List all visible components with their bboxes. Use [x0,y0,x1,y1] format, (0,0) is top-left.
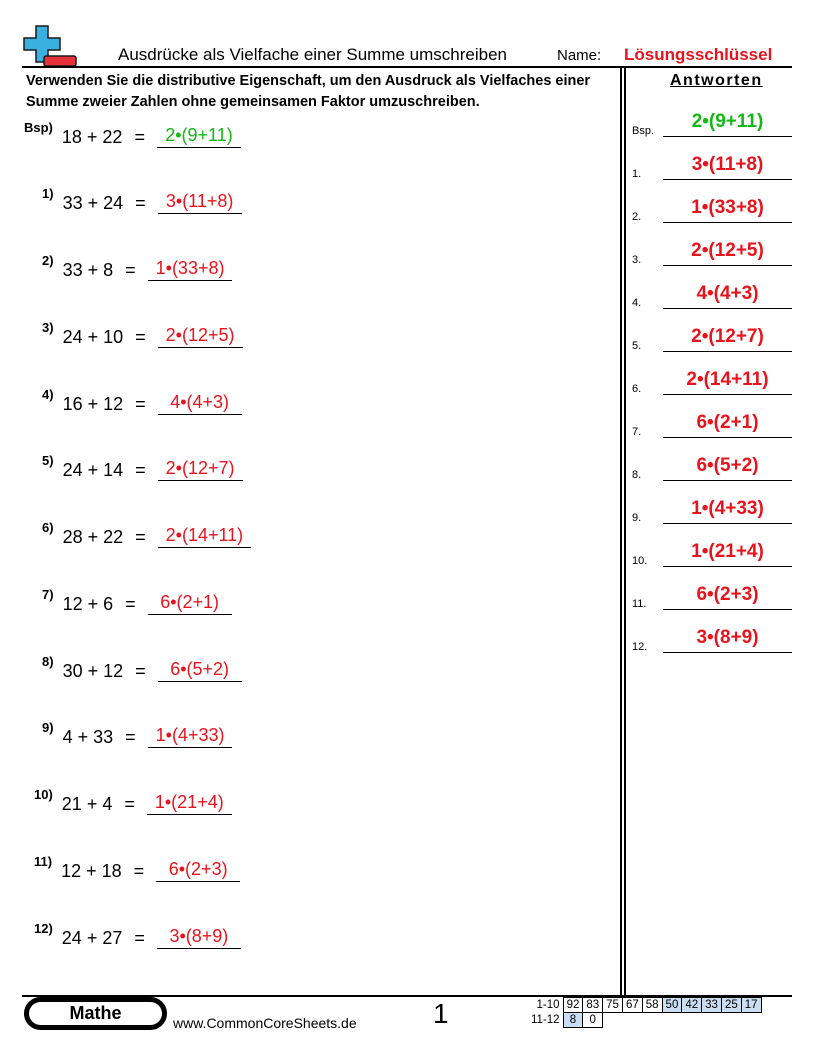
answer-key-row [632,498,792,524]
answer-field[interactable]: 2•(12+5) [158,325,243,348]
answer-key-label: 3. [632,254,642,266]
answer-field[interactable]: 1•(33+8) [148,258,233,281]
problem-7 [42,585,232,615]
score-row-label: 1-10 [536,999,560,1011]
answer-key-row [632,584,792,610]
score-cell: 33 [702,998,722,1013]
problem-number: 1) [42,186,54,201]
problem-10 [34,785,232,815]
subject-badge [24,997,167,1030]
answer-key-value: 1•(4+33) [663,498,792,524]
answer-key-title: Antworten [670,72,763,89]
answer-key-label: 12. [632,641,648,653]
column-divider [620,68,626,996]
answer-key-value: 6•(2+3) [663,584,792,610]
score-cell: 67 [622,998,642,1013]
answer-key-label: 2. [632,211,642,223]
score-cell: 25 [721,998,741,1013]
equals-sign: = [125,594,136,614]
problem-number: 5) [42,453,54,468]
answer-key-label: Bsp. [632,125,655,137]
answer-key-value: 3•(8+9) [663,627,792,653]
score-row [528,998,761,1013]
problem-expression: 33 + 8 [62,260,114,280]
score-cell: 17 [741,998,761,1013]
problem-1 [42,184,242,214]
answer-key-label: 8. [632,469,642,481]
equals-sign: = [124,794,135,814]
problem-number: 11) [34,854,53,869]
answer-key-value: 3•(11+8) [663,154,792,180]
equals-sign: = [135,327,146,347]
problem-3 [42,318,243,348]
score-cell: 92 [563,998,583,1013]
answer-key-value: 2•(12+7) [663,326,792,352]
equals-sign: = [135,460,146,480]
equals-sign: = [133,861,145,881]
problem-expression: 12 + 18 [61,861,122,881]
problem-12 [34,919,241,949]
problem-expression: 33 + 24 [62,193,124,213]
subject-label: Mathe [29,1002,162,1025]
equals-sign: = [135,394,146,414]
answer-field[interactable]: 6•(2+1) [148,592,232,615]
problem-number: 9) [42,720,54,735]
problem-expression: 30 + 12 [62,661,124,681]
answer-key-row [632,627,792,653]
equals-sign: = [134,127,145,147]
problem-expression: 16 + 12 [62,394,124,414]
problem-expression: 4 + 33 [62,727,114,747]
equals-sign: = [125,727,136,747]
problem-number: 7) [42,587,54,602]
answer-key-row [632,240,792,266]
problem-number: 10) [34,787,53,802]
equals-sign: = [134,928,145,948]
problem-number: 8) [42,654,54,669]
equals-sign: = [135,661,146,681]
problem-expression: 24 + 10 [62,327,124,347]
name-label: Name: [557,47,602,64]
score-cell: 0 [583,1013,603,1028]
equals-sign: = [135,193,146,213]
answer-key-row [632,197,792,223]
equals-sign: = [135,527,146,547]
problem-expression: 28 + 22 [62,527,124,547]
answer-field[interactable]: 3•(11+8) [158,191,242,214]
answer-key-row [632,154,792,180]
answer-field[interactable]: 6•(5+2) [158,659,242,682]
problem-number: 12) [34,921,53,936]
answer-key-row [632,541,792,567]
problem-number: 6) [42,520,54,535]
score-cell: 8 [563,1013,583,1028]
problem-5 [42,451,243,481]
answer-key-label: 5. [632,340,642,352]
answer-key-value: 2•(9+11) [663,111,792,137]
problem-expression: 24 + 27 [61,928,123,948]
score-cell: 58 [642,998,662,1013]
answer-field[interactable]: 2•(14+11) [158,525,252,548]
problem-8 [42,652,242,682]
answer-key-label: Lösungsschlüssel [624,45,773,64]
website-link[interactable]: www.CommonCoreSheets.de [173,1015,357,1031]
answer-key-value: 6•(5+2) [663,455,792,481]
answer-key-label: 9. [632,512,642,524]
answer-key-value: 1•(21+4) [663,541,792,567]
answer-field[interactable]: 3•(8+9) [157,926,241,949]
answer-key-label: 4. [632,297,642,309]
problem-expression: 24 + 14 [62,460,124,480]
problem-2 [42,251,232,281]
answer-field[interactable]: 4•(4+3) [158,392,242,415]
problem-11 [34,852,240,882]
score-cell: 50 [662,998,682,1013]
answer-key-value: 2•(14+11) [663,369,792,395]
answer-key-row [632,455,792,481]
score-cell: 83 [583,998,603,1013]
answer-key-value: 2•(12+5) [663,240,792,266]
answer-key-row [632,369,792,395]
plus-minus-icon [22,24,78,68]
answer-key-label: 6. [632,383,642,395]
score-row-label: 11-12 [531,1014,560,1026]
answer-field[interactable]: 6•(2+3) [156,859,240,882]
answer-key-value: 4•(4+3) [663,283,792,309]
answer-field[interactable]: 2•(9+11) [157,125,241,148]
answer-field[interactable]: 1•(4+33) [148,725,233,748]
problem-4 [42,385,242,415]
header-divider [22,66,792,68]
score-row [528,1013,761,1028]
page-number: 1 [433,998,449,1029]
problem-number: Bsp) [24,120,53,135]
problem-6 [42,518,251,548]
answer-field[interactable]: 2•(12+7) [158,458,243,481]
score-cell: 42 [682,998,702,1013]
answer-key-label: 10. [632,555,648,567]
problem-number: 2) [42,253,54,268]
score-table [528,997,762,1028]
problem-9 [42,718,232,748]
problem-expression: 21 + 4 [61,794,113,814]
answer-key-label: 7. [632,426,642,438]
score-cell: 75 [603,998,623,1013]
answer-key-label: 11. [632,598,647,610]
problem-expression: 18 + 22 [61,127,123,147]
answer-field[interactable]: 1•(21+4) [147,792,232,815]
problem-number: 4) [42,387,54,402]
answer-key-row [632,283,792,309]
problem-number: 3) [42,320,54,335]
instructions: Verwenden Sie die distributive Eigenschaft, um den Ausdruck als Vielfaches einer Summe zweier Zahlen ohne gemeinsamen Faktor umzuschreiben. [26,73,591,110]
example-problem [24,118,241,148]
answer-key-value: 1•(33+8) [663,197,792,223]
problem-expression: 12 + 6 [62,594,114,614]
answer-key-value: 6•(2+1) [663,412,792,438]
answer-key-row [632,111,792,137]
equals-sign: = [125,260,136,280]
answer-key-row [632,326,792,352]
answer-key-label: 1. [632,168,642,180]
answer-key-row [632,412,792,438]
worksheet-title: Ausdrücke als Vielfache einer Summe umschreiben [118,45,507,64]
